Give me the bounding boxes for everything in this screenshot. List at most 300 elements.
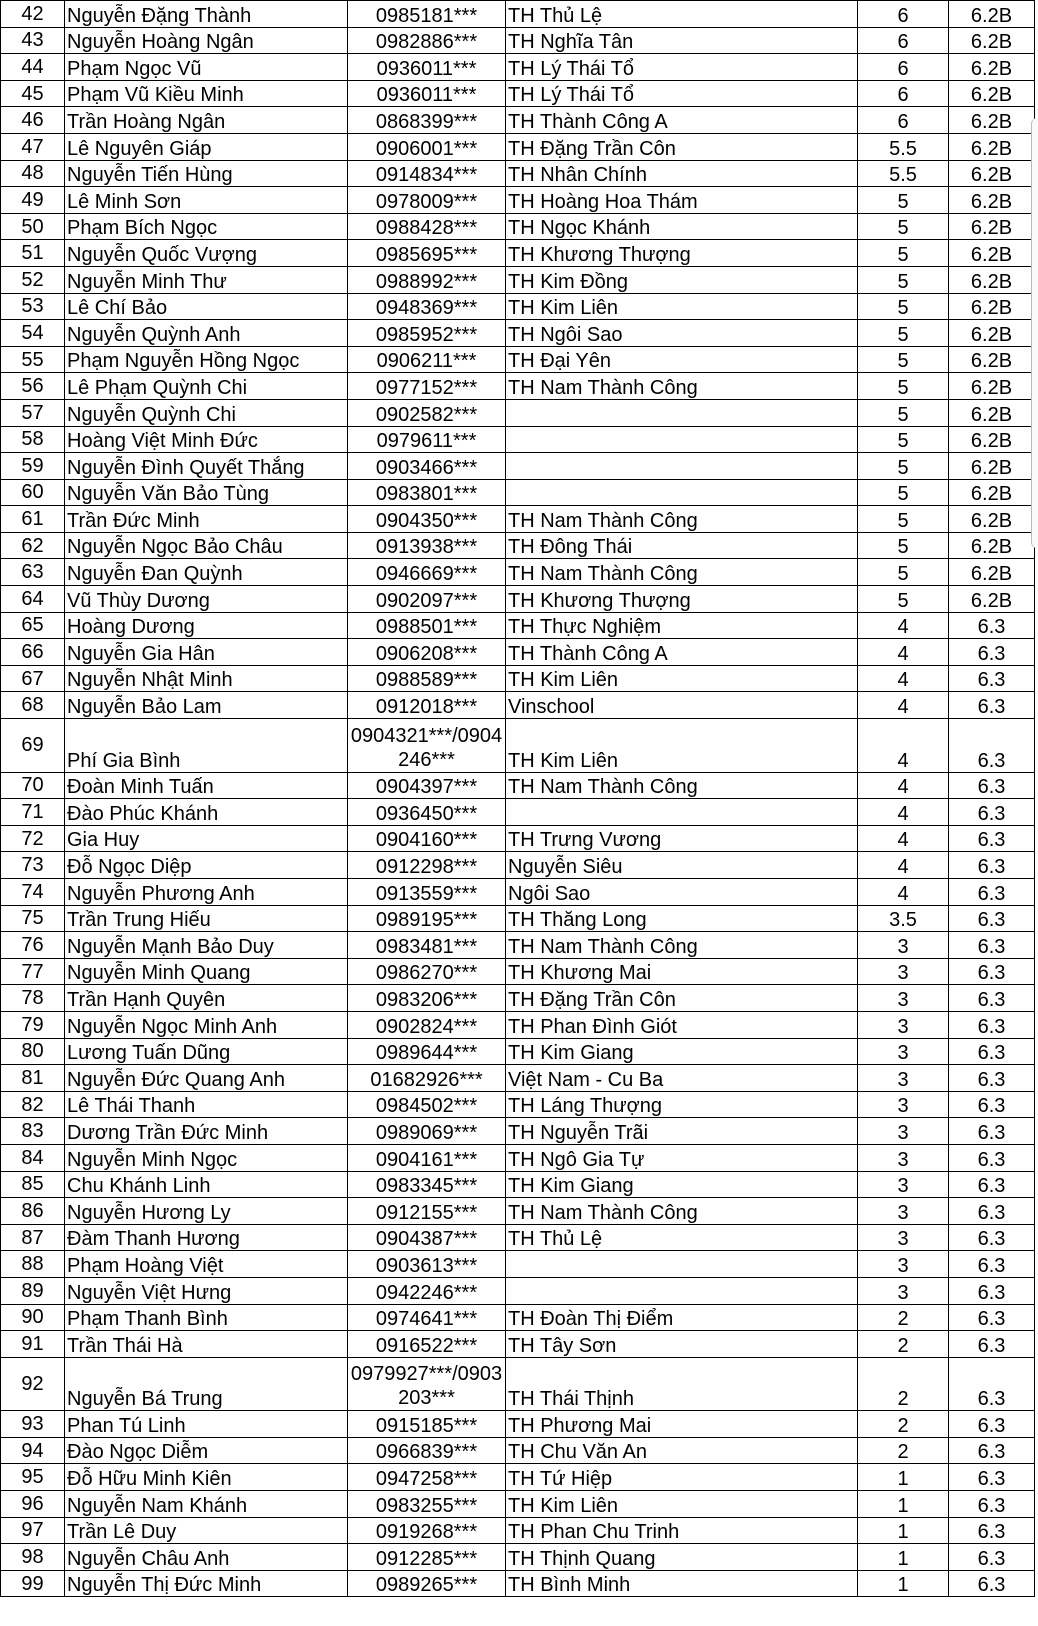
student-name: Nguyễn Quốc Vượng (65, 240, 348, 267)
row-number: 52 (1, 266, 65, 293)
table-row (1, 1570, 1035, 1597)
row-number: 92 (1, 1357, 65, 1411)
phone-number: 0983801*** (348, 479, 506, 506)
score: 2 (858, 1304, 949, 1331)
score: 4 (858, 612, 949, 639)
score: 3 (858, 1118, 949, 1145)
score: 3.5 (858, 905, 949, 932)
table-row (1, 453, 1035, 480)
phone-number: 0982886*** (348, 27, 506, 54)
table-row (1, 187, 1035, 214)
table-row (1, 1437, 1035, 1464)
class-room: 6.2B (949, 133, 1035, 160)
score: 2 (858, 1437, 949, 1464)
class-room: 6.3 (949, 1198, 1035, 1225)
student-name: Nguyễn Bảo Lam (65, 692, 348, 719)
class-room: 6.3 (949, 1357, 1035, 1411)
row-number: 58 (1, 426, 65, 453)
row-number: 67 (1, 665, 65, 692)
student-name: Nguyễn Quỳnh Chi (65, 399, 348, 426)
score: 4 (858, 879, 949, 906)
score: 3 (858, 1144, 949, 1171)
row-number: 46 (1, 107, 65, 134)
row-number: 66 (1, 639, 65, 666)
row-number: 49 (1, 187, 65, 214)
phone-number: 0904160*** (348, 825, 506, 852)
score: 3 (858, 1224, 949, 1251)
student-name: Nguyễn Việt Hưng (65, 1277, 348, 1304)
row-number: 88 (1, 1251, 65, 1278)
row-number: 48 (1, 160, 65, 187)
school-name: TH Đông Thái (506, 532, 858, 559)
row-number: 99 (1, 1570, 65, 1597)
row-number: 70 (1, 772, 65, 799)
school-name: TH Hoàng Hoa Thám (506, 187, 858, 214)
row-number: 71 (1, 799, 65, 826)
class-room: 6.3 (949, 1544, 1035, 1571)
row-number: 56 (1, 373, 65, 400)
score: 5.5 (858, 160, 949, 187)
phone-number: 0912018*** (348, 692, 506, 719)
class-room: 6.2B (949, 373, 1035, 400)
student-name: Nguyễn Nhật Minh (65, 665, 348, 692)
phone-number: 0989644*** (348, 1038, 506, 1065)
school-name (506, 479, 858, 506)
table-row (1, 293, 1035, 320)
student-name: Trần Hạnh Quyên (65, 985, 348, 1012)
phone-number: 0974641*** (348, 1304, 506, 1331)
student-name: Trần Lê Duy (65, 1517, 348, 1544)
phone-number: 0988428*** (348, 213, 506, 240)
score: 3 (858, 958, 949, 985)
phone-number: 0912285*** (348, 1544, 506, 1571)
table-row (1, 1251, 1035, 1278)
school-name: TH Thái Thịnh (506, 1357, 858, 1411)
class-room: 6.3 (949, 719, 1035, 773)
student-name: Nguyễn Ngọc Bảo Châu (65, 532, 348, 559)
phone-number: 0988992*** (348, 266, 506, 293)
class-room: 6.3 (949, 1011, 1035, 1038)
phone-number: 0906001*** (348, 133, 506, 160)
row-number: 54 (1, 320, 65, 347)
table-row (1, 852, 1035, 879)
class-room: 6.2B (949, 453, 1035, 480)
row-number: 60 (1, 479, 65, 506)
school-name: TH Lý Thái Tổ (506, 54, 858, 81)
class-room: 6.3 (949, 932, 1035, 959)
phone-number: 0978009*** (348, 187, 506, 214)
student-name: Đỗ Ngọc Diệp (65, 852, 348, 879)
table-row (1, 532, 1035, 559)
table-row (1, 346, 1035, 373)
row-number: 63 (1, 559, 65, 586)
row-number: 90 (1, 1304, 65, 1331)
table-row (1, 1411, 1035, 1438)
class-room: 6.2B (949, 559, 1035, 586)
class-room: 6.2B (949, 266, 1035, 293)
score: 6 (858, 1, 949, 28)
class-room: 6.3 (949, 1411, 1035, 1438)
class-room: 6.3 (949, 665, 1035, 692)
phone-number: 0912298*** (348, 852, 506, 879)
row-number: 97 (1, 1517, 65, 1544)
school-name: TH Đặng Trần Côn (506, 985, 858, 1012)
student-name: Trần Thái Hà (65, 1331, 348, 1358)
score: 4 (858, 665, 949, 692)
school-name (506, 1251, 858, 1278)
score: 3 (858, 1091, 949, 1118)
table-row (1, 1544, 1035, 1571)
class-room: 6.3 (949, 692, 1035, 719)
student-name: Đỗ Hữu Minh Kiên (65, 1464, 348, 1491)
phone-number: 0979611*** (348, 426, 506, 453)
row-number: 96 (1, 1491, 65, 1518)
school-name: TH Bình Minh (506, 1570, 858, 1597)
phone-number: 0903613*** (348, 1251, 506, 1278)
row-number: 43 (1, 27, 65, 54)
school-name: TH Tứ Hiệp (506, 1464, 858, 1491)
class-room: 6.3 (949, 825, 1035, 852)
table-row (1, 879, 1035, 906)
student-name: Nguyễn Mạnh Bảo Duy (65, 932, 348, 959)
class-room: 6.3 (949, 1277, 1035, 1304)
student-name: Phạm Nguyễn Hồng Ngọc (65, 346, 348, 373)
phone-number: 0946669*** (348, 559, 506, 586)
phone-number: 0904387*** (348, 1224, 506, 1251)
student-name: Phạm Bích Ngọc (65, 213, 348, 240)
row-number: 59 (1, 453, 65, 480)
phone-number: 0936011*** (348, 80, 506, 107)
class-room: 6.2B (949, 80, 1035, 107)
row-number: 65 (1, 612, 65, 639)
score: 5 (858, 453, 949, 480)
score: 5 (858, 532, 949, 559)
table-row (1, 373, 1035, 400)
school-name: TH Ngôi Sao (506, 320, 858, 347)
phone-number: 0989265*** (348, 1570, 506, 1597)
student-name: Nguyễn Hương Ly (65, 1198, 348, 1225)
row-number: 73 (1, 852, 65, 879)
score: 3 (858, 1065, 949, 1092)
class-room: 6.3 (949, 1304, 1035, 1331)
table-row (1, 905, 1035, 932)
table-row (1, 1304, 1035, 1331)
score: 5 (858, 559, 949, 586)
row-number: 74 (1, 879, 65, 906)
phone-number: 0936450*** (348, 799, 506, 826)
class-room: 6.3 (949, 1437, 1035, 1464)
row-number: 85 (1, 1171, 65, 1198)
phone-number: 0983481*** (348, 932, 506, 959)
table-body (1, 1, 1035, 1597)
score: 4 (858, 799, 949, 826)
class-room: 6.3 (949, 799, 1035, 826)
table-row (1, 772, 1035, 799)
phone-number: 0904161*** (348, 1144, 506, 1171)
row-number: 94 (1, 1437, 65, 1464)
score: 2 (858, 1357, 949, 1411)
student-name: Vũ Thùy Dương (65, 586, 348, 613)
student-name: Nguyễn Minh Thư (65, 266, 348, 293)
student-name: Đàm Thanh Hương (65, 1224, 348, 1251)
table-row (1, 1277, 1035, 1304)
school-name: TH Nghĩa Tân (506, 27, 858, 54)
score: 4 (858, 825, 949, 852)
school-name: TH Đặng Trần Côn (506, 133, 858, 160)
school-name: TH Đại Yên (506, 346, 858, 373)
score: 5 (858, 346, 949, 373)
student-name: Nguyễn Ngọc Minh Anh (65, 1011, 348, 1038)
class-room: 6.2B (949, 426, 1035, 453)
table-row (1, 240, 1035, 267)
table-row (1, 1331, 1035, 1358)
row-number: 81 (1, 1065, 65, 1092)
school-name: TH Nam Thành Công (506, 772, 858, 799)
school-name: TH Nhân Chính (506, 160, 858, 187)
table-row (1, 80, 1035, 107)
score: 2 (858, 1331, 949, 1358)
class-room: 6.3 (949, 1331, 1035, 1358)
score: 1 (858, 1517, 949, 1544)
score: 5 (858, 187, 949, 214)
school-name: TH Khương Mai (506, 958, 858, 985)
phone-number: 0903466*** (348, 453, 506, 480)
phone-number: 0985695*** (348, 240, 506, 267)
student-name: Chu Khánh Linh (65, 1171, 348, 1198)
phone-number: 0902824*** (348, 1011, 506, 1038)
phone-number: 0904350*** (348, 506, 506, 533)
student-name: Nguyễn Minh Quang (65, 958, 348, 985)
row-number: 78 (1, 985, 65, 1012)
row-number: 80 (1, 1038, 65, 1065)
row-number: 98 (1, 1544, 65, 1571)
class-room: 6.2B (949, 54, 1035, 81)
class-room: 6.3 (949, 905, 1035, 932)
class-room: 6.3 (949, 1224, 1035, 1251)
row-number: 86 (1, 1198, 65, 1225)
phone-number: 0942246*** (348, 1277, 506, 1304)
phone-number: 0947258*** (348, 1464, 506, 1491)
class-room: 6.3 (949, 852, 1035, 879)
student-name: Nguyễn Hoàng Ngân (65, 27, 348, 54)
student-name: Đoàn Minh Tuấn (65, 772, 348, 799)
student-name: Trần Hoàng Ngân (65, 107, 348, 134)
phone-number: 0906211*** (348, 346, 506, 373)
class-room: 6.2B (949, 240, 1035, 267)
table-row (1, 107, 1035, 134)
table-row (1, 719, 1035, 773)
row-number: 55 (1, 346, 65, 373)
phone-number: 0985952*** (348, 320, 506, 347)
school-name: TH Thủ Lệ (506, 1224, 858, 1251)
phone-number: 0868399*** (348, 107, 506, 134)
score: 4 (858, 639, 949, 666)
phone-number: 0986270*** (348, 958, 506, 985)
school-name: TH Kim Liên (506, 293, 858, 320)
class-room: 6.2B (949, 293, 1035, 320)
row-number: 42 (1, 1, 65, 28)
row-number: 68 (1, 692, 65, 719)
student-name: Phạm Ngọc Vũ (65, 54, 348, 81)
phone-number: 0936011*** (348, 54, 506, 81)
row-number: 95 (1, 1464, 65, 1491)
table-row (1, 479, 1035, 506)
student-name: Hoàng Việt Minh Đức (65, 426, 348, 453)
student-name: Dương Trần Đức Minh (65, 1118, 348, 1145)
row-number: 69 (1, 719, 65, 773)
table-row (1, 1464, 1035, 1491)
phone-number: 0983345*** (348, 1171, 506, 1198)
student-name: Lương Tuấn Dũng (65, 1038, 348, 1065)
student-name: Nguyễn Phương Anh (65, 879, 348, 906)
table-row (1, 1517, 1035, 1544)
table-row (1, 665, 1035, 692)
school-name: TH Thành Công A (506, 107, 858, 134)
table-row (1, 399, 1035, 426)
class-room: 6.3 (949, 612, 1035, 639)
class-room: 6.2B (949, 187, 1035, 214)
class-room: 6.2B (949, 27, 1035, 54)
phone-number: 0904321***/0904246*** (348, 719, 506, 773)
score: 6 (858, 27, 949, 54)
score: 6 (858, 54, 949, 81)
class-room: 6.3 (949, 772, 1035, 799)
phone-number: 0988501*** (348, 612, 506, 639)
school-name: TH Kim Giang (506, 1038, 858, 1065)
table-row (1, 985, 1035, 1012)
student-name: Nguyễn Minh Ngọc (65, 1144, 348, 1171)
school-name: TH Thực Nghiệm (506, 612, 858, 639)
row-number: 72 (1, 825, 65, 852)
phone-number: 0912155*** (348, 1198, 506, 1225)
table-row (1, 1038, 1035, 1065)
class-room: 6.2B (949, 1, 1035, 28)
school-name: TH Ngọc Khánh (506, 213, 858, 240)
table-row (1, 1091, 1035, 1118)
table-row (1, 1118, 1035, 1145)
student-name: Nguyễn Tiến Hùng (65, 160, 348, 187)
class-room: 6.3 (949, 985, 1035, 1012)
school-name: TH Trưng Vương (506, 825, 858, 852)
score: 5 (858, 506, 949, 533)
school-name: TH Nguyễn Trãi (506, 1118, 858, 1145)
score: 5 (858, 586, 949, 613)
row-number: 57 (1, 399, 65, 426)
score: 3 (858, 1198, 949, 1225)
school-name: TH Đoàn Thị Điểm (506, 1304, 858, 1331)
table-row (1, 1011, 1035, 1038)
class-room: 6.2B (949, 479, 1035, 506)
school-name: TH Nam Thành Công (506, 1198, 858, 1225)
phone-number: 01682926*** (348, 1065, 506, 1092)
student-name: Phạm Vũ Kiều Minh (65, 80, 348, 107)
class-room: 6.3 (949, 1464, 1035, 1491)
phone-number: 0977152*** (348, 373, 506, 400)
row-number: 53 (1, 293, 65, 320)
score: 4 (858, 772, 949, 799)
table-row (1, 1198, 1035, 1225)
student-name: Phan Tú Linh (65, 1411, 348, 1438)
row-number: 44 (1, 54, 65, 81)
row-number: 75 (1, 905, 65, 932)
school-name: TH Nam Thành Công (506, 932, 858, 959)
school-name: TH Thủ Lệ (506, 1, 858, 28)
score: 5 (858, 373, 949, 400)
row-number: 76 (1, 932, 65, 959)
table-row (1, 639, 1035, 666)
student-name: Trần Trung Hiếu (65, 905, 348, 932)
school-name: TH Kim Liên (506, 665, 858, 692)
table-row (1, 266, 1035, 293)
school-name: TH Phan Chu Trinh (506, 1517, 858, 1544)
row-number: 82 (1, 1091, 65, 1118)
student-name: Nguyễn Đan Quỳnh (65, 559, 348, 586)
class-room: 6.2B (949, 399, 1035, 426)
row-number: 64 (1, 586, 65, 613)
school-name: TH Tây Sơn (506, 1331, 858, 1358)
phone-number: 0913938*** (348, 532, 506, 559)
score: 5 (858, 266, 949, 293)
phone-number: 0983255*** (348, 1491, 506, 1518)
school-name: TH Nam Thành Công (506, 373, 858, 400)
table-row (1, 1357, 1035, 1411)
student-name: Đào Ngọc Diễm (65, 1437, 348, 1464)
student-name: Nguyễn Đình Quyết Thắng (65, 453, 348, 480)
score: 6 (858, 80, 949, 107)
school-name: Vinschool (506, 692, 858, 719)
class-room: 6.2B (949, 213, 1035, 240)
class-room: 6.3 (949, 1491, 1035, 1518)
table-row (1, 825, 1035, 852)
table-row (1, 1144, 1035, 1171)
class-room: 6.3 (949, 639, 1035, 666)
row-number: 62 (1, 532, 65, 559)
school-name: TH Phương Mai (506, 1411, 858, 1438)
school-name: TH Thăng Long (506, 905, 858, 932)
table-row (1, 559, 1035, 586)
phone-number: 0902582*** (348, 399, 506, 426)
student-name: Đào Phúc Khánh (65, 799, 348, 826)
table-row (1, 133, 1035, 160)
student-name: Lê Minh Sơn (65, 187, 348, 214)
school-name (506, 799, 858, 826)
school-name: TH Kim Giang (506, 1171, 858, 1198)
table-row (1, 932, 1035, 959)
score: 3 (858, 1038, 949, 1065)
phone-number: 0989195*** (348, 905, 506, 932)
phone-number: 0915185*** (348, 1411, 506, 1438)
school-name: Ngôi Sao (506, 879, 858, 906)
row-number: 47 (1, 133, 65, 160)
class-room: 6.2B (949, 320, 1035, 347)
score: 5 (858, 293, 949, 320)
row-number: 61 (1, 506, 65, 533)
student-name: Lê Nguyên Giáp (65, 133, 348, 160)
class-room: 6.2B (949, 506, 1035, 533)
score: 5 (858, 240, 949, 267)
school-name: TH Chu Văn An (506, 1437, 858, 1464)
phone-number: 0916522*** (348, 1331, 506, 1358)
score: 5.5 (858, 133, 949, 160)
table-row (1, 1224, 1035, 1251)
student-name: Lê Phạm Quỳnh Chi (65, 373, 348, 400)
phone-number: 0966839*** (348, 1437, 506, 1464)
student-name: Phí Gia Bình (65, 719, 348, 773)
class-room: 6.2B (949, 346, 1035, 373)
score: 4 (858, 852, 949, 879)
phone-number: 0913559*** (348, 879, 506, 906)
score: 5 (858, 320, 949, 347)
